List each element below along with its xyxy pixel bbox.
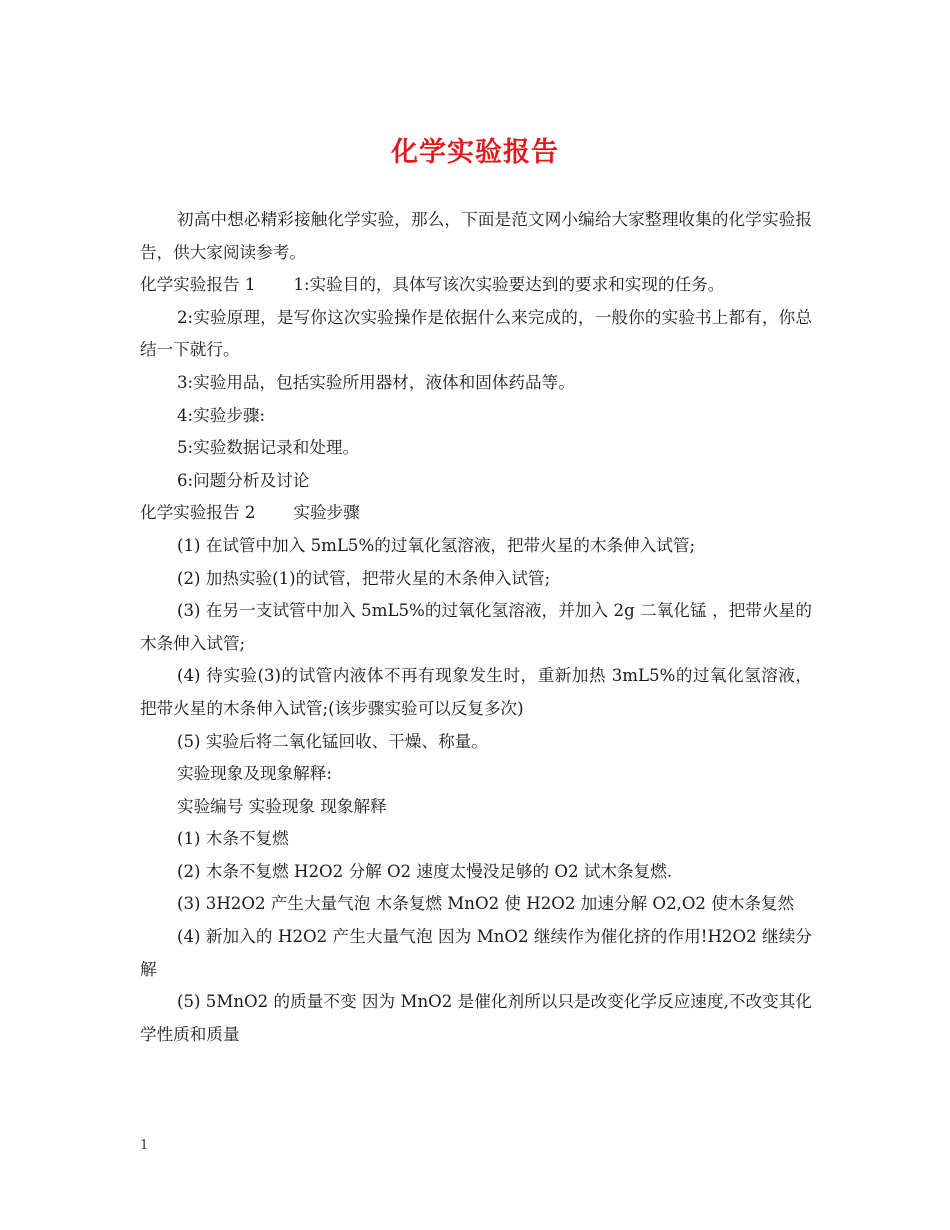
result-1: (1) 木条不复燃: [177, 829, 289, 849]
report2-subheading: 实验步骤: [293, 503, 360, 523]
result-2: (2) 木条不复燃 H2O2 分解 O2 速度太慢没足够的 O2 试木条复燃.: [177, 861, 673, 881]
report1-item-5: 5:实验数据记录和处理。: [177, 438, 360, 458]
report1-item-6: 6:问题分析及讨论: [177, 470, 310, 490]
step-1: (1) 在试管中加入 5mL5%的过氧化氢溶液，把带火星的木条伸入试管;: [177, 535, 696, 555]
phenomena-heading: 实验现象及现象解释:: [177, 764, 332, 784]
report1-item-1: 1:实验目的，具体写该次实验要达到的要求和实现的任务。: [293, 275, 725, 295]
result-5: (5) 5MnO2 的质量不变 因为 MnO2 是催化剂所以只是改变化学反应速度,不改变其化学性质和质量: [140, 992, 812, 1044]
step-3: (3) 在另一支试管中加入 5mL5%的过氧化氢溶液，并加入 2g 二氧化锰 ，把带火星的木条伸入试管;: [140, 601, 812, 653]
document-title: 化学实验报告: [391, 137, 559, 168]
page-number: 1: [140, 1138, 149, 1153]
report1-item-4: 4:实验步骤:: [177, 405, 266, 425]
report1-heading: 化学实验报告 1: [140, 275, 256, 295]
report2-heading: 化学实验报告 2: [140, 503, 256, 523]
report1-heading-line: [140, 269, 812, 302]
step-2: (2) 加热实验(1)的试管，把带火星的木条伸入试管;: [177, 568, 551, 588]
results-table-header: 实验编号 实验现象 现象解释: [177, 796, 387, 816]
result-3: (3) 3H2O2 产生大量气泡 木条复燃 MnO2 使 H2O2 加速分解 O2,O2 使木条复然: [177, 894, 795, 914]
report1-item-3: 3:实验用品，包括实验所用器材，液体和固体药品等。: [177, 372, 575, 392]
document-body: [140, 204, 812, 1051]
step-5: (5) 实验后将二氧化锰回收、干燥、称量。: [177, 731, 488, 751]
report2-heading-line: [140, 497, 812, 530]
intro-paragraph: 初高中想必精彩接触化学实验，那么，下面是范文网小编给大家整理收集的化学实验报告，供大家阅读参考。: [140, 210, 812, 262]
result-4: (4) 新加入的 H2O2 产生大量气泡 因为 MnO2 继续作为催化挤的作用!H2O2 继续分解: [140, 927, 812, 979]
step-4: (4) 待实验(3)的试管内液体不再有现象发生时，重新加热 3mL5%的过氧化氢溶液，把带火星的木条伸入试管;(该步骤实验可以反复多次): [140, 666, 812, 718]
report1-item-2: 2:实验原理，是写你这次实验操作是依据什么来完成的，一般你的实验书上都有，你总结一下就行。: [140, 307, 812, 360]
